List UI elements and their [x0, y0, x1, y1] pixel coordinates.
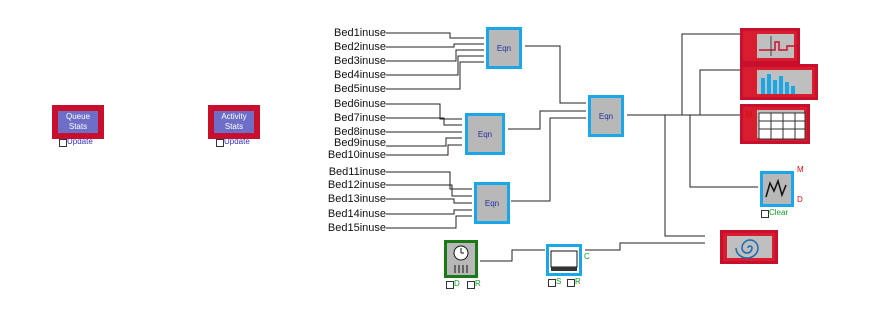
queue-stats-update-label: Update: [67, 137, 93, 146]
eqn-block-2-label: Eqn: [477, 129, 493, 139]
queue-stats-update-checkbox[interactable]: [59, 139, 67, 147]
table-m-port-label: M: [746, 110, 753, 119]
activity-stats-update-checkbox[interactable]: [216, 139, 224, 147]
bed-label-5: Bed5inuse: [334, 83, 386, 95]
bed-label-6: Bed6inuse: [334, 98, 386, 110]
eqn-block-center[interactable]: [588, 95, 624, 137]
bed-label-9: Bed9inuse: [334, 137, 386, 149]
queue-stats-block[interactable]: [52, 105, 104, 139]
statistic-m-label: M: [797, 165, 804, 174]
bed-label-12: Bed12inuse: [327, 179, 386, 191]
clear-label: Clear: [769, 208, 789, 217]
queue-r-label: R: [575, 277, 581, 286]
generator-r-port[interactable]: [467, 281, 475, 289]
statistic-clear-block[interactable]: [760, 171, 794, 207]
eqn-block-center-label: Eqn: [598, 111, 614, 121]
queue-c-label: C: [584, 252, 590, 261]
bed-label-14: Bed14inuse: [327, 208, 386, 220]
generator-r-label: R: [475, 279, 481, 288]
plotter-xy-block[interactable]: [720, 230, 778, 264]
queue-s-label: S: [556, 277, 562, 286]
queue-icon: [549, 247, 579, 273]
eqn-block-1-label: Eqn: [496, 43, 512, 53]
queue-stats-line1: Queue: [65, 112, 91, 121]
queue-r-port[interactable]: [567, 279, 575, 287]
create-generator-block[interactable]: [444, 240, 478, 278]
generator-d-port[interactable]: [446, 281, 454, 289]
histogram-icon: [757, 70, 812, 94]
queue-block[interactable]: [546, 244, 582, 276]
activity-stats-block[interactable]: [208, 105, 260, 139]
eqn-block-1[interactable]: [486, 27, 522, 69]
bed-label-3: Bed3inuse: [334, 55, 386, 67]
statistic-icon: [763, 174, 791, 204]
bed-label-4: Bed4inuse: [334, 69, 386, 81]
plotter-line-block[interactable]: [740, 28, 800, 64]
activity-stats-update-label: Update: [224, 137, 250, 146]
bed-label-7: Bed7inuse: [334, 112, 386, 124]
clock-icon: [447, 243, 475, 275]
eqn-block-2[interactable]: [465, 113, 505, 155]
bed-label-2: Bed2inuse: [334, 41, 386, 53]
plot-line-icon: [757, 34, 794, 58]
activity-stats-line1: Activity: [221, 112, 247, 121]
eqn-block-3-label: Eqn: [484, 198, 500, 208]
bed-label-15: Bed15inuse: [327, 222, 386, 234]
bed-label-11: Bed11inuse: [328, 166, 386, 178]
generator-d-label: D: [454, 279, 460, 288]
bed-label-13: Bed13inuse: [327, 193, 386, 205]
bed-label-10: Bed10inuse: [327, 149, 386, 161]
eqn-block-3[interactable]: [474, 182, 510, 224]
histogram-block[interactable]: [740, 64, 818, 100]
statistic-d-label: D: [797, 195, 803, 204]
bed-label-8: Bed8inuse: [334, 126, 386, 138]
queue-stats-line2: Stats: [68, 122, 88, 131]
table-grid-icon: [757, 110, 804, 138]
spiral-plot-icon: [727, 236, 772, 258]
bed-label-1: Bed1inuse: [334, 27, 386, 39]
queue-s-port[interactable]: [548, 279, 556, 287]
clear-checkbox[interactable]: [761, 210, 769, 218]
activity-stats-line2: Stats: [224, 122, 244, 131]
